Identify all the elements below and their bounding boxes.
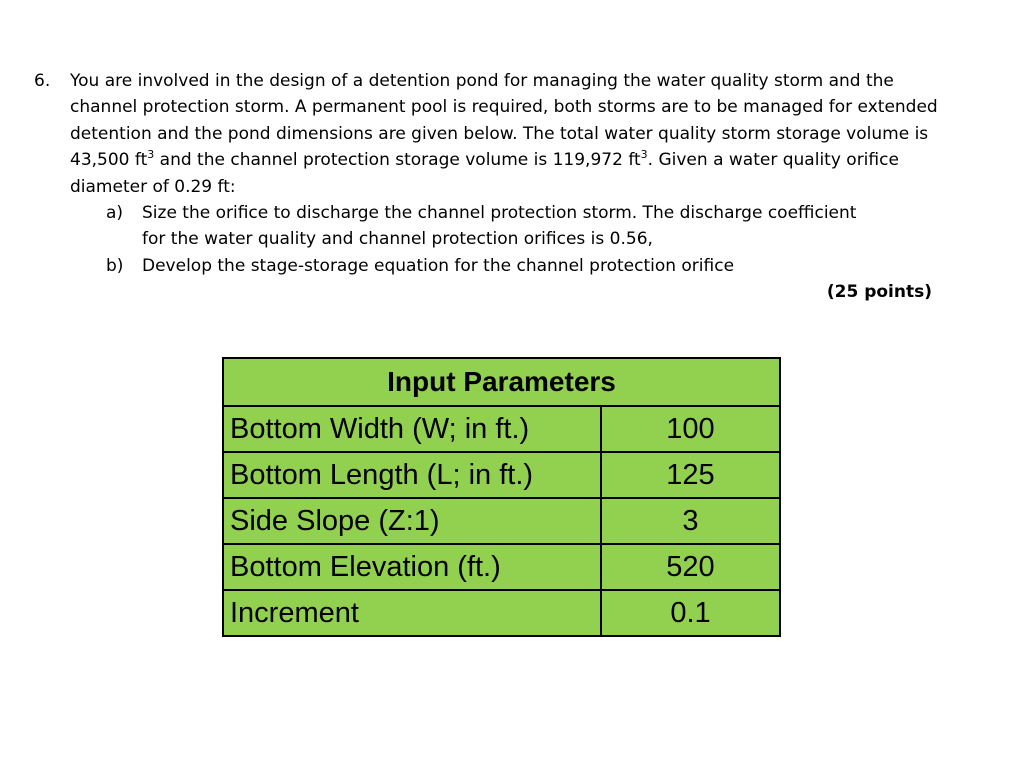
parameter-value: 520 [601, 544, 780, 590]
question-row [34, 68, 954, 200]
sub-question-label: b) [106, 255, 124, 276]
table-row [223, 544, 780, 590]
parameter-label: Side Slope (Z:1) [223, 498, 601, 544]
question-text [70, 68, 940, 200]
parameter-label: Increment [223, 590, 601, 636]
sub-question-a [106, 200, 866, 253]
table-row [223, 452, 780, 498]
sub-question-list [106, 200, 866, 279]
table-header-row [223, 358, 780, 406]
table-row [223, 590, 780, 636]
question-number: 6. [34, 71, 51, 91]
parameter-value: 125 [601, 452, 780, 498]
table-row [223, 498, 780, 544]
parameter-value: 3 [601, 498, 780, 544]
parameter-label: Bottom Elevation (ft.) [223, 544, 601, 590]
table-row [223, 406, 780, 452]
sub-question-text: Develop the stage-storage equation for the channel protection orifice [142, 255, 735, 276]
question-block [34, 68, 954, 306]
parameter-label: Bottom Length (L; in ft.) [223, 452, 601, 498]
table-title: Input Parameters [223, 358, 780, 406]
question-text-part1: You are involved in the design of a detention pond for managing the water quality storm and the channel protection storm. A permanent pool is required, both storms are to be managed for extended detention and the pond dimensions are given below. The total water quality storm storage volume is 43,500 ft [70, 71, 938, 171]
question-text-part3: . Given a water quality orifice diameter of 0.29 ft: [70, 150, 899, 197]
parameter-label: Bottom Width (W; in ft.) [223, 406, 601, 452]
sub-question-b [106, 253, 866, 279]
sub-question-text: Size the orifice to discharge the channel protection storm. The discharge coefficient for the water quality and channel protection orifices is 0.56, [142, 203, 857, 250]
points-label: (25 points) [826, 282, 932, 303]
question-text-part2: and the channel protection storage volume is 119,972 ft [154, 150, 641, 171]
superscript-cubed: 3 [640, 147, 648, 161]
parameter-value: 0.1 [601, 590, 780, 636]
superscript-cubed: 3 [147, 147, 155, 161]
parameter-value: 100 [601, 406, 780, 452]
input-parameters-table [222, 357, 781, 637]
sub-question-label: a) [106, 203, 124, 224]
